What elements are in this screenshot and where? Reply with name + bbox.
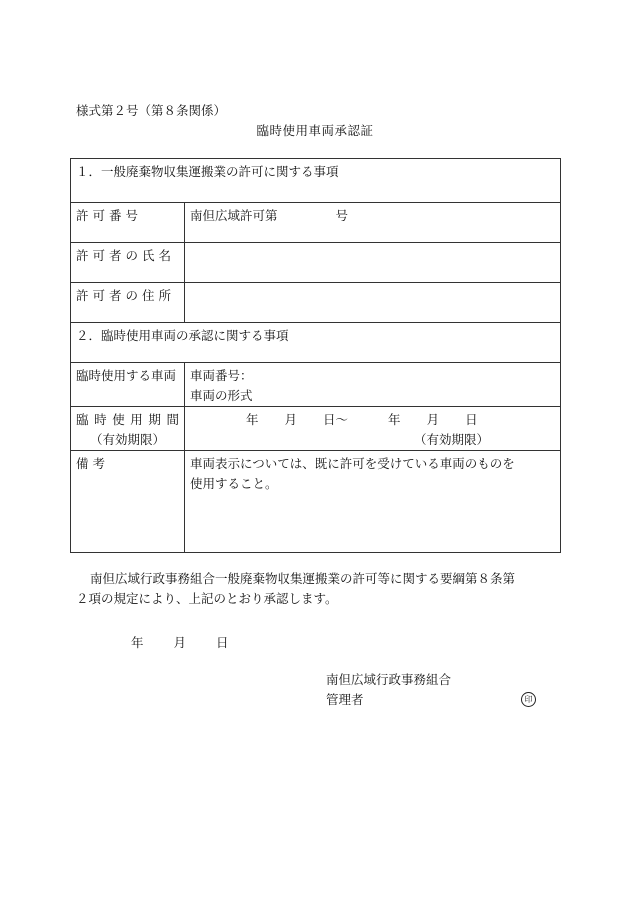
vehicle-field[interactable]: [185, 363, 561, 407]
permit-holder-name-row: [71, 243, 561, 283]
vehicle-number-label: 車両番号：: [190, 368, 253, 383]
permit-number-row: [71, 203, 561, 243]
period-label: 臨 時 使 用 期 間 （有効期限）: [71, 407, 185, 451]
organization-name: 南但広域行政事務組合: [326, 672, 452, 687]
section2-heading-row: [71, 323, 561, 363]
remarks-label: 備 考: [71, 451, 185, 553]
date-month: 月: [173, 635, 187, 650]
permit-number-suffix: 号: [335, 208, 349, 223]
period-value-sub: （有効期限）: [414, 432, 490, 447]
remarks-row: [71, 451, 561, 553]
permit-number-prefix: 南但広域許可第: [190, 208, 278, 223]
remarks-line2: 使用すること。: [190, 476, 278, 491]
permit-holder-address-field[interactable]: [185, 283, 561, 323]
vehicle-label: 臨時使用する車両: [76, 368, 177, 383]
date-year: 年: [131, 635, 144, 650]
period-row: [71, 407, 561, 451]
permit-holder-name-label: 許 可 者 の 氏 名: [71, 243, 185, 283]
section1-heading: １．一般廃棄物収集運搬業の許可に関する事項: [76, 164, 339, 179]
permit-number-label: 許 可 番 号: [71, 203, 185, 243]
issue-date: [131, 633, 229, 651]
document-title: 臨時使用車両承認証: [256, 123, 374, 138]
period-field[interactable]: 年 月 日～ 年 月 日 （有効期限）: [185, 407, 561, 451]
period-label-sub: （有効期限）: [89, 432, 165, 447]
remarks-line1: 車両表示については、既に許可を受けている車両のものを: [190, 456, 515, 471]
section2-heading: ２．臨時使用車両の承認に関する事項: [76, 328, 289, 343]
permit-holder-address-row: [71, 283, 561, 323]
permit-number-field[interactable]: [185, 203, 561, 243]
date-day: 日: [216, 635, 229, 650]
approval-statement: 南但広域行政事務組合一般廃棄物収集運搬業の許可等に関する要綱第８条第 ２項の規定により、上記のとおり承認します。: [76, 571, 516, 606]
administrator-line: [326, 690, 536, 708]
permit-holder-address-label: 許 可 者 の 住 所: [71, 283, 185, 323]
administrator-title: 管理者: [326, 692, 364, 707]
certificate-table: [70, 158, 561, 553]
section1-heading-row: [71, 159, 561, 203]
permit-holder-name-field[interactable]: [185, 243, 561, 283]
vehicle-type-label: 車両の形式: [190, 388, 253, 403]
remarks-field[interactable]: [185, 451, 561, 553]
seal-mark: 印: [521, 692, 536, 707]
vehicle-row: [71, 363, 561, 407]
form-number: 様式第２号（第８条関係）: [76, 103, 227, 118]
